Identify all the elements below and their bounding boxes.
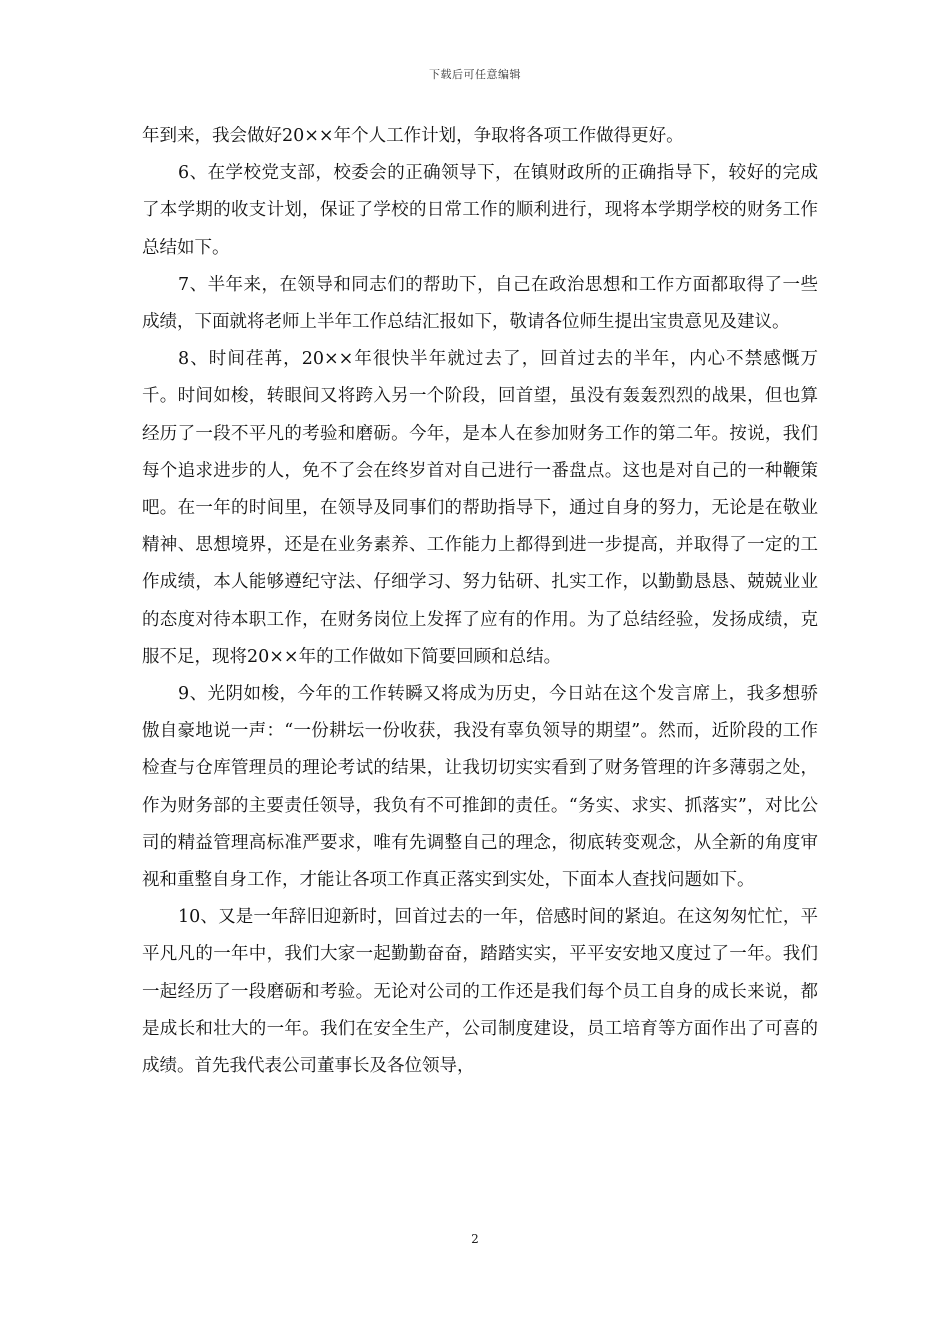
page-header: 下载后可任意编辑	[429, 68, 521, 81]
paragraph-item-8: 8、时间荏苒，20××年很快半年就过去了，回首过去的半年，内心不禁感慨万千。时间如梭，转眼间又将跨入另一个阶段，回首望，虽没有轰轰烈烈的战果，但也算经历了一段不平凡的考验和磨砺。今年，是本人在参加财务工作的第二年。按说，我们每个追求进步的人，免不了会在终岁首对自己进行一番盘点。这也是对自己的一种鞭策吧。在一年的时间里，在领导及同事们的帮助指导下，通过自身的努力，无论是在敬业精神、思想境界，还是在业务素养、工作能力上都得到进一步提高，并取得了一定的工作成绩，本人能够遵纪守法、仔细学习、努力钻研、扎实工作，以勤勤恳恳、兢兢业业的态度对待本职工作，在财务岗位上发挥了应有的作用。为了总结经验，发扬成绩，克服不足，现将20××年的工作做如下简要回顾和总结。	[142, 349, 818, 667]
paragraph-item-7: 7、半年来，在领导和同志们的帮助下，自己在政治思想和工作方面都取得了一些成绩，下面就将老师上半年工作总结汇报如下，敬请各位师生提出宝贵意见及建议。	[142, 274, 818, 333]
paragraph-continuation: 年到来，我会做好20××年个人工作计划，争取将各项工作做得更好。	[142, 126, 684, 146]
document-body	[142, 118, 818, 1085]
page-number: 2	[471, 1232, 479, 1246]
paragraph-item-9: 9、光阴如梭，今年的工作转瞬又将成为历史，今日站在这个发言席上，我多想骄傲自豪地说一声：“一份耕坛一份收获，我没有辜负领导的期望”。然而，近阶段的工作检查与仓库管理员的理论考试的结果，让我切切实实看到了财务管理的许多薄弱之处，作为财务部的主要责任领导，我负有不可推卸的责任。“务实、求实、抓落实”，对比公司的精益管理高标准严要求，唯有先调整自己的理念，彻底转变观念，从全新的角度审视和重整自身工作，才能让各项工作真正落实到实处，下面本人查找问题如下。	[142, 684, 818, 891]
paragraph-item-10: 10、又是一年辞旧迎新时，回首过去的一年，倍感时间的紧迫。在这匆匆忙忙，平平凡凡的一年中，我们大家一起勤勤奋奋，踏踏实实，平平安安地又度过了一年。我们一起经历了一段磨砺和考验。无论对公司的工作还是我们每个员工自身的成长来说，都是成长和壮大的一年。我们在安全生产，公司制度建设，员工培育等方面作出了可喜的成绩。首先我代表公司董事长及各位领导，	[142, 907, 818, 1077]
paragraph-item-6: 6、在学校党支部，校委会的正确领导下，在镇财政所的正确指导下，较好的完成了本学期的收支计划，保证了学校的日常工作的顺利进行，现将本学期学校的财务工作总结如下。	[142, 163, 818, 258]
